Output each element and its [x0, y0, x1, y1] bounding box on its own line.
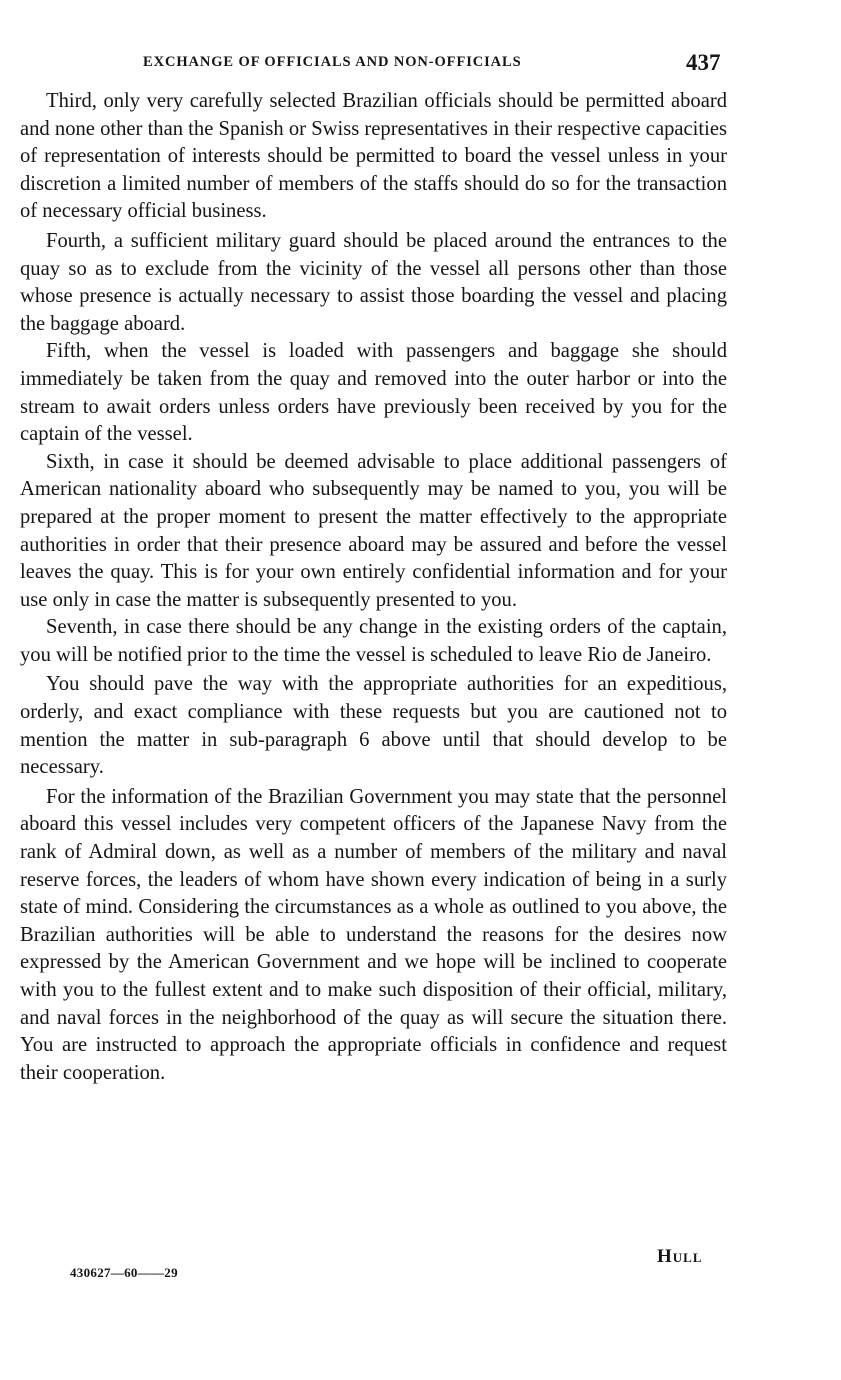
print-code: 430627—60——29 [70, 1265, 178, 1280]
paragraph-sixth: Sixth, in case it should be deemed advisable to place additional passengers of American nationality aboard who subsequently may be named to you, you will be prepared at the proper moment to present the matter effectively to the appropriate authorities in order that their presence aboard may be assured and before the vessel leaves the quay. This is for your own entirely confidential information and for your use only in case the matter is subsequently presented to you. [20, 450, 727, 611]
paragraph-fifth: Fifth, when the vessel is loaded with passengers and baggage she should immediately be taken from the quay and removed into the outer harbor or into the stream to await orders unless orders have previously been received by you for the captain of the vessel. [20, 340, 727, 446]
paragraph-brazilian-government: For the information of the Brazilian Government you may state that the personnel aboard this vessel includes very competent officers of the Japanese Navy from the rank of Admiral down, as well as a number of members of the military and naval reserve forces, the leaders of whom have shown every indication of being in a surly state of mind. Considering the circumstances as a whole as outlined to you above, the Brazilian authorities will be able to understand the reasons for the desires now expressed by the American Government and we hope will be inclined to cooperate with you to the fullest extent and to make such disposition of their official, military, and naval forces in the neighborhood of the quay as will secure the situation there. You are instructed to approach the appropriate officials in confidence and request their cooperation. [20, 785, 727, 1084]
paragraph-pave-the-way: You should pave the way with the appropriate authorities for an expeditious, orderly, and exact compliance with these requests but you are cautioned not to mention the matter in sub-paragraph 6 above until that should develop to be necessary. [20, 673, 727, 779]
paragraph-fourth: Fourth, a sufficient military guard should be placed around the entrances to the quay so as to exclude from the vicinity of the vessel all persons other than those whose presence is actually necessary to assist those boarding the vessel and placing the baggage aboard. [20, 229, 727, 335]
page-header [0, 50, 841, 80]
paragraph-seventh: Seventh, in case there should be any change in the existing orders of the captain, you will be notified prior to the time the vessel is scheduled to leave Rio de Janeiro. [20, 616, 727, 666]
paragraph-third: Third, only very carefully selected Brazilian officials should be permitted aboard and none other than the Spanish or Swiss representatives in their respective capacities of representation of interests should be permitted to board the vessel unless in your discretion a limited number of members of the staffs should do so for the transaction of necessary official business. [20, 90, 727, 223]
page-number: 437 [686, 50, 721, 75]
running-head: EXCHANGE OF OFFICIALS AND NON-OFFICIALS [143, 54, 522, 70]
body-text [20, 88, 727, 1087]
signature: Hull [657, 1246, 703, 1267]
